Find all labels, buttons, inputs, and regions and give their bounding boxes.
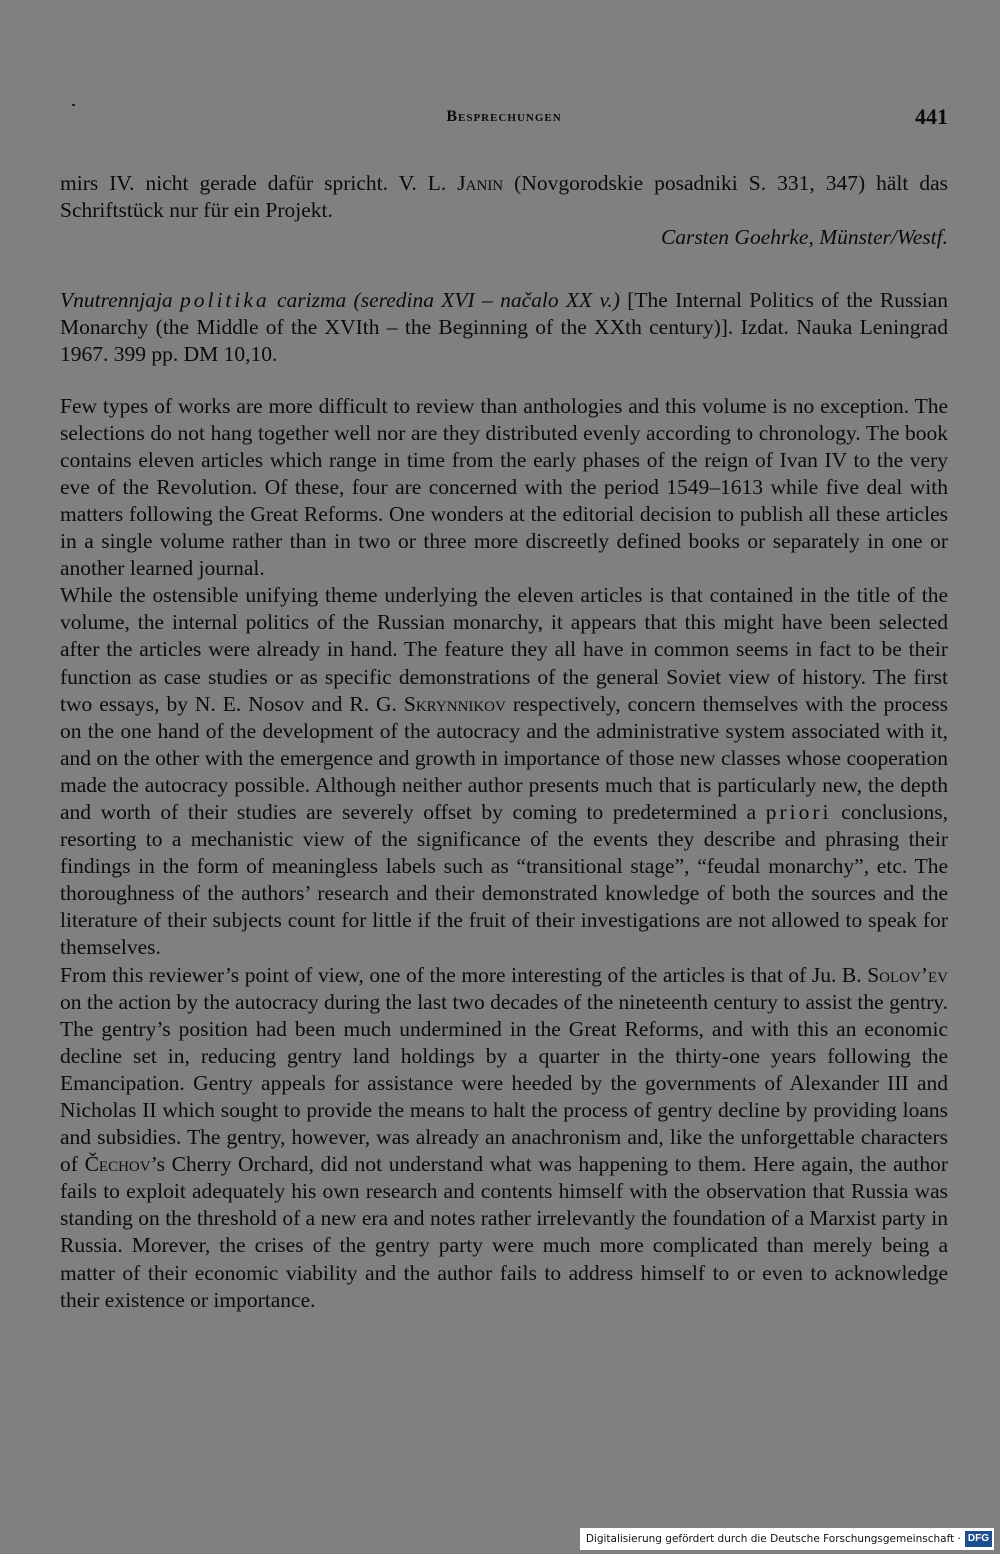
- running-head: [60, 104, 948, 136]
- text-run: respectively, concern themselves with the process on the one hand of the development of the autocracy and the administrative system associated with it, and on the other with the emergence and growth in importance of those new classes whose cooperation made the autocracy possible. Although neither author presents much that is particularly new, the depth and worth of their studies are severely offset by coming to predetermined a: [60, 691, 948, 824]
- title-part: Vnutrennjaja: [60, 288, 180, 313]
- title-spaced-word: politika: [179, 288, 270, 313]
- author-name: Janin: [457, 171, 504, 195]
- citation-details: [The Internal Politics of the Russian Monarchy (the Middle of the XVIth – the Beginning of the XXth century)]. Izdat. Nauka Leningrad 1967. 399 pp. DM 10,10.: [60, 288, 949, 367]
- scan-speck: [72, 104, 75, 106]
- dfg-logo: DFG: [965, 1531, 992, 1547]
- text-run: From this reviewer’s point of view, one of the more interesting of the articles is that of Ju. B.: [60, 962, 868, 987]
- text-run: mirs IV. nicht gerade dafür spricht. V. L.: [60, 171, 458, 195]
- digitization-footer: [580, 1528, 994, 1550]
- author-name: Skrynnikov: [403, 691, 506, 716]
- author-name: Solov’ev: [867, 962, 948, 987]
- spaced-word: priori: [765, 799, 832, 824]
- paragraph-2: [60, 582, 948, 961]
- body-text: [60, 170, 948, 1314]
- text-run: (Novgorodskie posadniki S. 331, 347) hält das Schriftstück nur für ein Projekt.: [60, 171, 948, 223]
- reviewer-signature: Carsten Goehrke, Münster/Westf.: [660, 225, 948, 250]
- text-run: While the ostensible unifying theme underlying the eleven articles is that contained in the title of the volume, the internal politics of the Russian monarchy, it appears that this might have been selected after the articles were already in hand. The feature they all have in common seems in fact to be their function as case studies or as specific demonstrations of the general Soviet view of history. The first two essays, by N. E. Nosov and R. G.: [60, 583, 948, 716]
- book-title: [60, 288, 620, 312]
- book-citation: [60, 287, 948, 368]
- paragraph-1: Few types of works are more difficult to review than anthologies and this volume is no exception. The selections do not hang together well nor are they distributed evenly according to chronology. The book contains eleven articles which range in time from the early phases of the reign of Ivan IV to the very eve of the Revolution. Of these, four are concerned with the period 1549–1613 while five deal with matters following the Great Reforms. One wonders at the editorial decision to publish all these articles in a single volume rather than in two or three more discreetly defined books or separately in one or another learned journal.: [60, 393, 948, 581]
- paragraph-3: [60, 962, 948, 1314]
- author-name: Čechov: [84, 1152, 151, 1177]
- previous-review-ending: [60, 170, 948, 224]
- page-number: 441: [915, 104, 948, 129]
- running-title: Besprechungen: [446, 108, 562, 125]
- text-run: ’s Cherry Orchard, did not understand what was happening to them. Here again, the author fails to exploit adequately his own research and contents himself with the observation that Russia was standing on the threshold of a new era and notes rather irrelevantly the foundation of a Marxist party in Russia. Morever, the crises of the gentry party were much more complicated than merely being a matter of their economic viability and the author fails to address himself to or even to acknowledge their existence or importance.: [60, 1152, 948, 1312]
- title-part: carizma (seredina XVI – načalo XX v.): [269, 288, 620, 313]
- text-run: conclusions, resorting to a mechanistic view of the significance of the events they describe and phrasing their findings in the form of meaningless labels such as “transitional stage”, “feudal monarchy”, etc. The thoroughness of the authors’ research and their demonstrated knowledge of both the sources and the literature of their subjects count for little if the fruit of their investigations are not allowed to speak for themselves.: [60, 799, 948, 960]
- footer-text: Digitalisierung gefördert durch die Deutsche Forschungsgemeinschaft ·: [585, 1533, 961, 1545]
- text-run: on the action by the autocracy during the last two decades of the nineteenth century to assist the gentry. The gentry’s position had been much undermined in the Great Reforms, and with this an economic decline set in, reducing gentry land holdings by a quarter in the thirty-one years following the Emancipation. Gentry appeals for assistance were heeded by the governments of Alexander III and Nicholas II which sought to provide the means to halt the process of gentry decline by providing loans and subsidies. The gentry, however, was already an anachronism and, like the unforgettable characters of: [60, 989, 948, 1177]
